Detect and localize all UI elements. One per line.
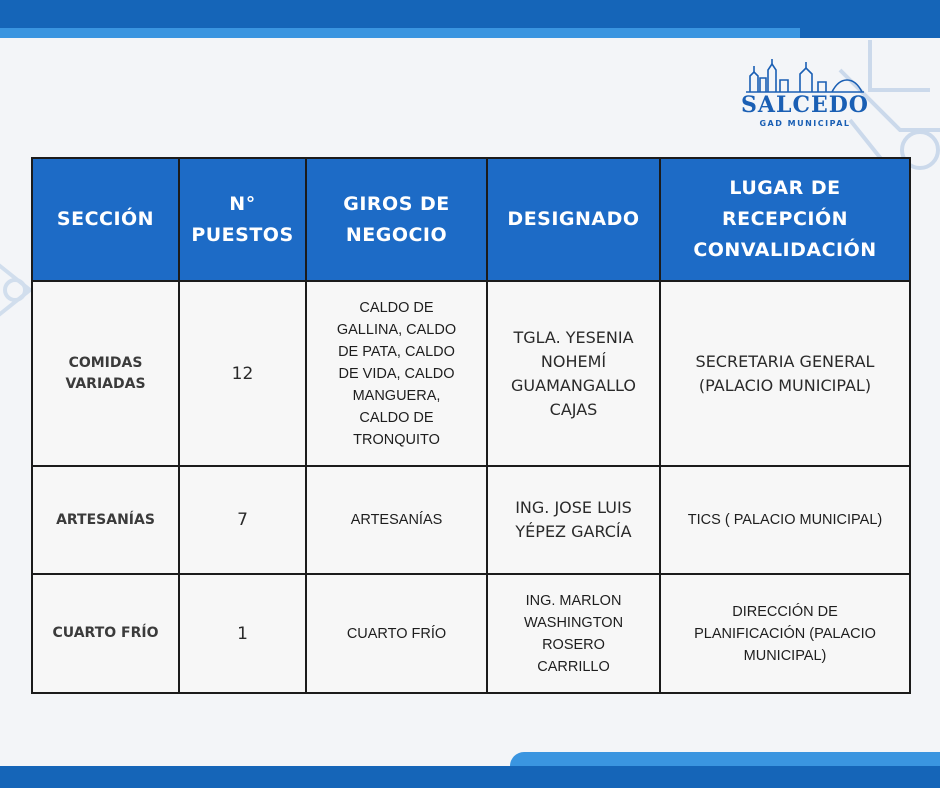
cell-giros [306,281,487,466]
giros-line: DE VIDA, CALDO [338,365,455,382]
header-giros-label-1: GIROS DE [343,192,450,215]
giros-line: MANGUERA, [352,387,441,404]
designado-line: WASHINGTON [523,614,624,631]
lugar-line: TICS ( PALACIO MUNICIPAL) [687,512,883,528]
cell-giros [306,574,487,693]
lugar-line: (PALACIO MUNICIPAL) [698,375,872,395]
lugar-line: MUNICIPAL) [743,647,827,664]
cell-puestos: 1 [179,574,306,693]
header-lugar-label-2: RECEPCIÓN [721,208,849,230]
cell-designado [487,466,660,574]
lugar-line: SECRETARIA GENERAL [695,351,875,371]
seccion-line: ARTESANÍAS [56,511,155,528]
logo [740,58,870,130]
logo-name: SALCEDO [741,92,869,118]
cell-puestos: 7 [179,466,306,574]
skyline-icon [744,58,866,94]
top-bar [0,0,940,28]
giros-line: GALLINA, CALDO [336,321,457,338]
designado-line: ING. JOSE LUIS [515,498,632,517]
header-seccion-label: SECCIÓN [56,208,155,230]
header-lugar-label-3: CONVALIDACIÓN [693,239,877,261]
logo-subtitle: GAD MUNICIPAL [759,119,851,128]
designado-line: ROSERO [542,636,605,653]
seccion-line: VARIADAS [65,375,146,392]
cell-lugar [660,574,910,693]
header-puestos [179,158,306,281]
designado-line: YÉPEZ GARCÍA [515,522,632,541]
cell-lugar [660,466,910,574]
giros-line: ARTESANÍAS [350,512,443,528]
designado-line: CARRILLO [537,658,610,675]
table-header-row [32,158,910,281]
lugar-line: DIRECCIÓN DE [732,603,838,620]
header-designado-label: DESIGNADO [507,208,640,230]
header-lugar [660,158,910,281]
cell-designado [487,281,660,466]
top-bar-accent-stripe [0,28,940,38]
designado-line: TGLA. YESENIA [513,327,634,347]
cell-seccion [32,281,179,466]
header-lugar-label-1: LUGAR DE [729,177,841,199]
giros-line: CUARTO FRÍO [346,625,447,642]
lugar-line: PLANIFICACIÓN (PALACIO [694,625,876,642]
header-designado [487,158,660,281]
cell-seccion [32,466,179,574]
cell-lugar [660,281,910,466]
giros-line: TRONQUITO [353,431,440,448]
table-row [32,574,910,693]
seccion-line: CUARTO FRÍO [52,625,159,641]
table-row [32,466,910,574]
designado-line: CAJAS [549,399,598,419]
cell-giros [306,466,487,574]
header-giros [306,158,487,281]
giros-line: CALDO DE [359,299,434,316]
table-row [32,281,910,466]
cell-designado [487,574,660,693]
header-giros-label-2: NEGOCIO [345,223,448,246]
giros-line: CALDO DE [359,409,434,426]
designado-line: ING. MARLON [525,592,622,609]
designado-line: NOHEMÍ [540,351,607,371]
seccion-line: COMIDAS [68,354,143,371]
bottom-bar [0,766,940,788]
header-seccion [32,158,179,281]
giros-line: DE PATA, CALDO [338,343,455,360]
cell-puestos: 12 [179,281,306,466]
cell-seccion [32,574,179,693]
header-puestos-label-2: PUESTOS [191,223,294,246]
header-puestos-label-1: N° [229,192,256,215]
bottom-bar-accent-stripe [510,752,940,766]
designado-line: GUAMANGALLO [511,375,636,395]
stalls-table [31,157,911,694]
